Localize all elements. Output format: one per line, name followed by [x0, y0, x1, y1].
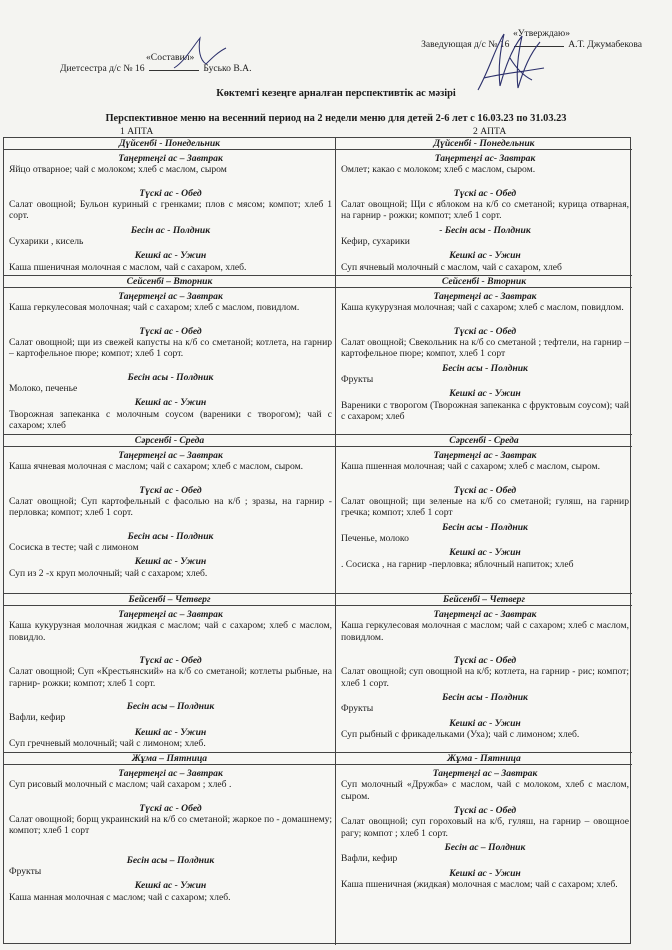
meal-title: Таңертеңгі ас - Завтрак [433, 291, 537, 302]
meal-text: Салат овощной; Щи с яблоком на к/б со сметаной; курица отварная, на гарнир - рожки; компот; хлеб 1 сорт. [341, 198, 629, 222]
meal-title: Бесін асы – Полдник [126, 700, 215, 712]
meal-title: Кешкі ас - Ужин [134, 250, 207, 262]
week-1-label: 1 АПТА [120, 126, 154, 137]
meal-text: Фрукты [341, 373, 374, 385]
meal-text: Вареники с творогом (Творожная запеканка с фруктовым соусом); чай с сахаром; хлеб [341, 399, 629, 422]
menu-cell-week2-tuesday [336, 276, 632, 435]
meal-title: Бесін ас - Полдник [130, 224, 211, 236]
meal-title: Кешкі ас - Ужин [449, 388, 521, 400]
meal-text: Салат овощной; суп гороховый на к/б, гуляш, на гарнир – овощное рагу; компот ; хлеб 1 сорт. [341, 816, 629, 839]
meal-text: Кефир, сухарики [341, 235, 410, 247]
meal-text: Салат овощной; Свекольник на к/б со сметаной ; тефтели, на гарнир – картофельное пюре; компот, хлеб 1 сорт [341, 336, 629, 360]
meal-text: Каша манная молочная с маслом; чай с сахаром; хлеб. [9, 891, 231, 903]
meal-title: Бесін асы - Полдник [442, 521, 528, 533]
meal-title: Түскі ас - Обед [453, 325, 517, 337]
meal-title: Таңертеңгі ас – Завтрак [118, 291, 223, 302]
title-russian: Перспективное меню на весенний период на 2 недели меню для детей 2-6 лет с 16.03.23 по 31.03.23 [105, 113, 567, 124]
meal-title: Кешкі ас - Ужин [134, 880, 207, 892]
compiled-block [60, 52, 252, 75]
meal-title: Кешкі ас - Ужин [449, 867, 521, 879]
meal-title: Бесін ас – Полдник [444, 841, 526, 853]
meal-text: Каша пшеничная молочная с маслом, чай с сахаром, хлеб. [9, 261, 247, 273]
meal-text: Каша геркулесовая молочная с маслом; чай с сахаром; хлеб с маслом, повидлом. [341, 620, 629, 643]
day-header: Жұма - Пятница [336, 753, 632, 765]
meal-title: Бесін асы - Полдник [442, 691, 528, 703]
meal-text: Сосиска в тесте; чай с лимоном [9, 541, 139, 553]
approval-title: «Утверждаю» [512, 28, 570, 39]
meal-text: Каша геркулесовая молочная; чай с сахаром; хлеб с маслом, повидлом. [9, 302, 300, 314]
meal-title: Түскі ас - Обед [453, 654, 517, 666]
compiled-position: Диетсестра д/с № 16 [60, 63, 145, 75]
meal-title: Түскі ас - Обед [453, 484, 517, 496]
meal-title: Түскі ас - Обед [139, 187, 202, 199]
compiled-name: Бусько В.А. [203, 63, 252, 75]
meal-title: Таңертеңгі ас – Завтрак [118, 153, 223, 164]
meal-title: Бесін асы – Полдник [126, 854, 215, 866]
menu-table [3, 137, 631, 944]
menu-cell-week1-thursday [4, 594, 336, 753]
compiled-title: «Составил» [146, 52, 195, 63]
day-header: Дүйсенбі - Понедельник [336, 138, 632, 150]
meal-title: - Бесін асы - Полдник [439, 224, 531, 236]
meal-text: Суп рыбный с фрикадельками (Уха); чай с лимоном; хлеб. [341, 728, 580, 740]
menu-cell-week2-thursday [336, 594, 632, 753]
meal-text: Каша пшенная молочная; чай с сахаром; хлеб с маслом, сыром. [341, 461, 600, 473]
meal-text: Салат овощной; щи зеленые на к/б со сметаной; гуляш, на гарнир гречка; компот; хлеб 1 сорт [341, 495, 629, 519]
meal-text: Суп из 2 -х круп молочный; чай с сахаром; хлеб. [9, 567, 208, 579]
meal-text: Салат овощной; суп овощной на к/б; котлета, на гарнир - рис; компот; хлеб 1 сорт. [341, 666, 629, 689]
meal-text: Каша кукурузная молочная жидкая с маслом; чай с сахаром; хлеб с маслом, повидло. [9, 620, 332, 643]
meal-text: Омлет; какао с молоком; хлеб с маслом, сыром. [341, 164, 536, 176]
meal-text: Каша пшеничная (жидкая) молочная с маслом; чай с сахаром; хлеб. [341, 878, 618, 890]
meal-title: Таңертеңгі ас – Завтрак [118, 609, 223, 620]
meal-title: Түскі ас - Обед [139, 654, 202, 666]
meal-text: Сухарики , кисель [9, 235, 84, 247]
meal-text: Вафли, кефир [9, 712, 66, 724]
title-kazakh: Көктемгі кезеңге арналған перспективтік ас мәзірі [216, 88, 456, 99]
meal-text: Суп молочный «Дружба» с маслом, чай с молоком, хлеб с маслом, сыром. [341, 779, 629, 802]
signature-line [149, 70, 199, 71]
meal-title: Таңертеңгі ас – Завтрак [118, 768, 223, 779]
menu-cell-week1-friday [4, 753, 336, 945]
meal-text: . Сосиска , на гарнир -перловка; яблочный напиток; хлеб [341, 558, 574, 570]
meal-text: Суп рисовый молочный с маслом; чай сахаром ; хлеб . [9, 779, 232, 791]
meal-title: Таңертеңгі ас – Завтрак [432, 768, 538, 779]
day-header: Сәрсенбі - Среда [336, 435, 632, 447]
menu-cell-week2-monday [336, 138, 632, 276]
meal-title: Бесін асы - Полдник [442, 362, 528, 374]
meal-text: Каша кукурузная молочная; чай с сахаром; хлеб с маслом, повидлом. [341, 302, 624, 314]
meal-title: Кешкі ас - Ужин [134, 556, 207, 568]
meal-title: Түскі ас - Обед [139, 325, 202, 337]
meal-title: Кешкі ас - Ужин [134, 397, 207, 409]
menu-cell-week1-wednesday [4, 435, 336, 594]
meal-text: Каша ячневая молочная с маслом; чай с сахаром; хлеб с маслом, сыром. [9, 461, 304, 473]
menu-cell-week2-friday [336, 753, 632, 945]
meal-text: Салат овощной; Бульон куриный с гренками; плов с мясом; компот; хлеб 1 сорт. [9, 198, 332, 222]
week-2-label: 2 АПТА [473, 126, 507, 137]
day-header: Дүйсенбі - Понедельник [4, 138, 335, 150]
meal-title: Түскі ас - Обед [453, 804, 517, 816]
menu-cell-week2-wednesday [336, 435, 632, 594]
meal-title: Таңертеңгі ас – Завтрак [118, 450, 223, 461]
meal-title: Кешкі ас - Ужин [134, 726, 207, 738]
meal-text: Салат овощной; щи из свежей капусты на к/б со сметаной; котлета, на гарнир – картофельное пюре; компот; хлеб 1 сорт. [9, 336, 332, 360]
meal-text: Салат овощной; Суп картофельный с фасолью на к/б ; зразы, на гарнир - перловка; компот; хлеб 1 сорт. [9, 495, 332, 519]
day-header: Жұма – Пятница [4, 753, 335, 765]
meal-title: Кешкі ас - Ужин [449, 717, 521, 729]
meal-title: Таңертеңгі ас- Завтрак [434, 153, 536, 164]
meal-text: Фрукты [9, 865, 42, 877]
day-header: Сейсенбі – Вторник [4, 276, 335, 288]
meal-text: Салат овощной; Суп «Крестьянский» на к/б со сметаной; котлеты рыбные, на гарнир- рожки; компот; хлеб 1 сорт. [9, 666, 332, 689]
menu-cell-week1-tuesday [4, 276, 336, 435]
meal-text: Творожная запеканка с молочным соусом (вареники с творогом); чай с сахаром; хлеб [9, 408, 332, 431]
meal-text: Печенье, молоко [341, 532, 409, 544]
day-header: Сейсенбі - Вторник [336, 276, 632, 288]
approval-name: А.Т. Джумабекова [568, 39, 642, 51]
meal-text: Вафли, кефир [341, 853, 398, 865]
day-header: Бейсенбі – Четверг [336, 594, 632, 606]
meal-title: Кешкі ас - Ужин [449, 250, 521, 262]
signature-line [514, 46, 564, 47]
meal-text: Суп ячневый молочный с маслом, чай с сахаром, хлеб [341, 261, 562, 273]
day-header: Бейсенбі – Четверг [4, 594, 335, 606]
meal-text: Салат овощной; борщ украинский на к/б со сметаной; жаркое по - домашнему; компот; хлеб 1 сорт [9, 813, 332, 837]
menu-cell-week1-monday [4, 138, 336, 276]
approval-block [421, 28, 642, 51]
meal-title: Кешкі ас - Ужин [449, 547, 521, 559]
meal-title: Таңертеңгі ас - Завтрак [433, 450, 537, 461]
meal-text: Молоко, печенье [9, 382, 78, 394]
meal-title: Түскі ас - Обед [139, 484, 202, 496]
meal-title: Бесін асы - Полдник [127, 530, 214, 542]
meal-title: Таңертеңгі ас - Завтрак [433, 609, 537, 620]
day-header: Сәрсенбі - Среда [4, 435, 335, 447]
meal-title: Түскі ас - Обед [453, 187, 517, 199]
meal-text: Яйцо отварное; чай с молоком; хлеб с маслом, сыром [9, 164, 227, 176]
meal-title: Бесін асы - Полдник [127, 371, 214, 383]
meal-text: Суп гречневый молочный; чай с лимоном; хлеб. [9, 737, 206, 749]
meal-title: Түскі ас - Обед [139, 802, 202, 814]
approval-position: Заведующая д/с № 16 [421, 39, 510, 51]
meal-text: Фрукты [341, 703, 374, 715]
